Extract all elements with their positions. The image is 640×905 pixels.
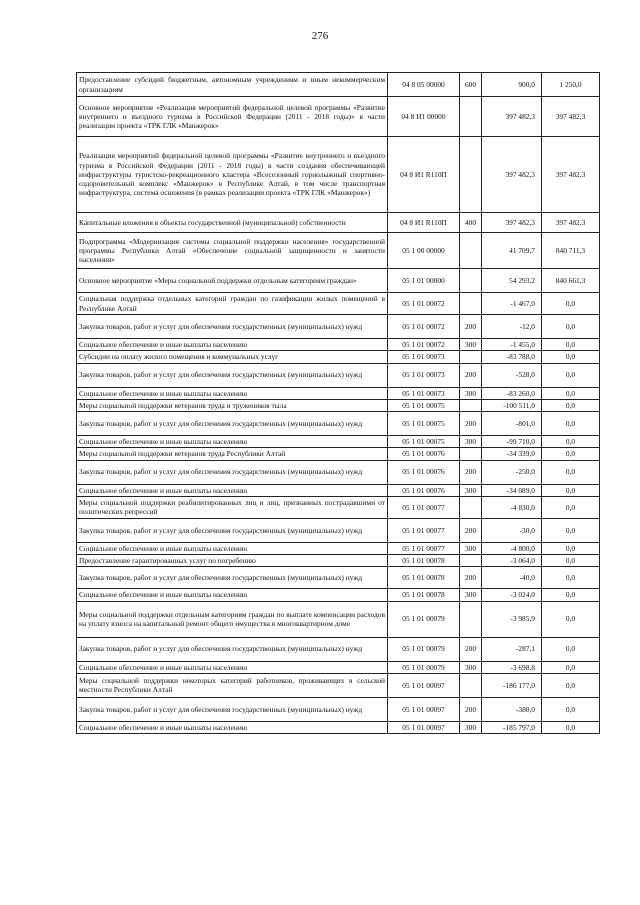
- row-expense-type-cell: 300: [460, 589, 482, 601]
- row-name-cell: Закупка товаров, работ и услуг для обеспечения государственных (муниципальных) нужд: [77, 518, 388, 542]
- row-code-cell: 04 8 И1 R110П: [388, 137, 460, 213]
- row-name-cell: Закупка товаров, работ и услуг для обеспечения государственных (муниципальных) нужд: [77, 460, 388, 484]
- row-code-cell: 05 1 01 00097: [388, 721, 460, 733]
- row-value-1-cell: -3 698,8: [482, 661, 542, 673]
- row-name-cell: Социальное обеспечение и иные выплаты населению: [77, 721, 388, 733]
- row-code-cell: 05 1 01 00077: [388, 496, 460, 518]
- row-value-1-cell: -1 455,0: [482, 339, 542, 351]
- table-row: [77, 137, 600, 213]
- table-row: [77, 412, 600, 436]
- row-value-2-cell: 0,0: [542, 436, 600, 448]
- row-value-2-cell: 840 661,3: [542, 269, 600, 293]
- row-value-1-cell: -40,0: [482, 567, 542, 589]
- row-value-2-cell: 0,0: [542, 555, 600, 567]
- row-name-cell: Социальное обеспечение и иные выплаты населению: [77, 339, 388, 351]
- row-code-cell: 05 1 01 00075: [388, 412, 460, 436]
- row-value-1-cell: -34 089,0: [482, 484, 542, 496]
- row-expense-type-cell: [460, 601, 482, 637]
- row-code-cell: 05 1 01 00072: [388, 315, 460, 339]
- row-expense-type-cell: 200: [460, 363, 482, 387]
- row-name-cell: Закупка товаров, работ и услуг для обеспечения государственных (муниципальных) нужд: [77, 412, 388, 436]
- row-value-2-cell: 0,0: [542, 399, 600, 411]
- row-code-cell: 04 8 05 00000: [388, 73, 460, 97]
- row-value-1-cell: -100 511,0: [482, 399, 542, 411]
- table-row: [77, 460, 600, 484]
- row-code-cell: 05 1 01 00078: [388, 567, 460, 589]
- row-code-cell: 05 1 01 00077: [388, 542, 460, 554]
- table-row: [77, 363, 600, 387]
- row-expense-type-cell: [460, 293, 482, 315]
- row-value-2-cell: 0,0: [542, 697, 600, 721]
- row-code-cell: 05 1 01 00076: [388, 484, 460, 496]
- row-expense-type-cell: 600: [460, 73, 482, 97]
- row-value-2-cell: 0,0: [542, 460, 600, 484]
- row-value-1-cell: -3 064,0: [482, 555, 542, 567]
- row-value-2-cell: 0,0: [542, 518, 600, 542]
- table-row: [77, 387, 600, 399]
- row-expense-type-cell: 300: [460, 661, 482, 673]
- row-value-2-cell: 0,0: [542, 315, 600, 339]
- row-value-2-cell: 0,0: [542, 567, 600, 589]
- row-value-2-cell: 0,0: [542, 293, 600, 315]
- row-expense-type-cell: 200: [460, 567, 482, 589]
- row-code-cell: 05 1 01 00075: [388, 399, 460, 411]
- row-name-cell: Социальное обеспечение и иные выплаты населению: [77, 589, 388, 601]
- row-value-2-cell: 397 482,3: [542, 213, 600, 233]
- row-value-1-cell: -1 467,0: [482, 293, 542, 315]
- row-value-1-cell: -380,0: [482, 697, 542, 721]
- row-value-1-cell: -186 177,0: [482, 673, 542, 697]
- row-name-cell: Основное мероприятие «Меры социальной поддержки отдельным категориям граждан»: [77, 269, 388, 293]
- row-value-1-cell: -801,0: [482, 412, 542, 436]
- row-value-1-cell: -4 800,0: [482, 542, 542, 554]
- row-expense-type-cell: 200: [460, 637, 482, 661]
- row-value-1-cell: -3 985,9: [482, 601, 542, 637]
- page-number: 276: [311, 30, 329, 42]
- row-code-cell: 05 1 01 00077: [388, 518, 460, 542]
- table-row: [77, 293, 600, 315]
- row-value-2-cell: 0,0: [542, 601, 600, 637]
- row-expense-type-cell: [460, 137, 482, 213]
- row-name-cell: Социальное обеспечение и иные выплаты населению: [77, 542, 388, 554]
- row-expense-type-cell: [460, 496, 482, 518]
- row-name-cell: Меры социальной поддержки отдельным категориям граждан по выплате компенсации расходов на уплату взноса на капитальный ремонт общего имущества в многоквартирном доме: [77, 601, 388, 637]
- row-name-cell: Реализация мероприятий федеральной целевой программы «Развитие внутреннего и въездного туризма в Российской Федерации (2011 - 2018 годы) в части создания обеспечивающей инфраструктуры туристско-рекреационного кластера «Всесезонный горнолыжный спортивно-оздоровительный комплекс «Манжерок» в Республике Алтай, в том числе транспортная инфраструктура, система оснежения (в рамках реализации проекта «ТРК ГЛК «Манжерок»): [77, 137, 388, 213]
- row-value-1-cell: 397 482,3: [482, 213, 542, 233]
- row-expense-type-cell: 300: [460, 436, 482, 448]
- table-row: [77, 269, 600, 293]
- table-row: [77, 436, 600, 448]
- row-value-2-cell: 0,0: [542, 673, 600, 697]
- table-row: [77, 233, 600, 269]
- table-row: [77, 213, 600, 233]
- table-row: [77, 601, 600, 637]
- row-value-2-cell: 0,0: [542, 484, 600, 496]
- budget-table: [76, 72, 600, 734]
- row-expense-type-cell: [460, 399, 482, 411]
- row-expense-type-cell: 300: [460, 542, 482, 554]
- row-value-2-cell: 0,0: [542, 721, 600, 733]
- row-value-2-cell: 0,0: [542, 387, 600, 399]
- row-code-cell: 05 1 01 00075: [388, 436, 460, 448]
- row-expense-type-cell: [460, 448, 482, 460]
- row-value-2-cell: 397 482,3: [542, 137, 600, 213]
- row-value-1-cell: -34 339,0: [482, 448, 542, 460]
- row-expense-type-cell: [460, 555, 482, 567]
- table-row: [77, 484, 600, 496]
- row-name-cell: Меры социальной поддержки некоторых категорий работников, проживающих в сельской местности Республики Алтай: [77, 673, 388, 697]
- row-name-cell: Социальное обеспечение и иные выплаты населению: [77, 436, 388, 448]
- row-expense-type-cell: 200: [460, 412, 482, 436]
- row-value-1-cell: -250,0: [482, 460, 542, 484]
- row-name-cell: Закупка товаров, работ и услуг для обеспечения государственных (муниципальных) нужд: [77, 363, 388, 387]
- table-row: [77, 73, 600, 97]
- row-name-cell: Основное мероприятие «Реализация мероприятий федеральной целевой программы «Развитие внутреннего и въездного туризма в Российской Федерации (2011 - 2018 годы)» в части реализации проекта «ТРК ГЛК «Манжерок»: [77, 97, 388, 137]
- row-value-2-cell: 397 482,3: [542, 97, 600, 137]
- row-code-cell: 05 1 01 00073: [388, 387, 460, 399]
- row-name-cell: Закупка товаров, работ и услуг для обеспечения государственных (муниципальных) нужд: [77, 697, 388, 721]
- row-expense-type-cell: 300: [460, 484, 482, 496]
- row-name-cell: Меры социальной поддержки ветеранов труда и тружеников тыла: [77, 399, 388, 411]
- row-value-2-cell: 0,0: [542, 542, 600, 554]
- row-value-2-cell: 0,0: [542, 363, 600, 387]
- table-row: [77, 567, 600, 589]
- row-value-2-cell: 0,0: [542, 637, 600, 661]
- row-expense-type-cell: 200: [460, 518, 482, 542]
- row-name-cell: Социальное обеспечение и иные выплаты населению: [77, 387, 388, 399]
- row-value-1-cell: -3 024,0: [482, 589, 542, 601]
- row-value-2-cell: 0,0: [542, 448, 600, 460]
- table-row: [77, 351, 600, 363]
- table-row: [77, 518, 600, 542]
- table-row: [77, 339, 600, 351]
- row-value-1-cell: -12,0: [482, 315, 542, 339]
- row-expense-type-cell: 200: [460, 697, 482, 721]
- row-name-cell: Меры социальной поддержки реабилитированных лиц и лиц, признанных пострадавшими от политических репрессий: [77, 496, 388, 518]
- row-code-cell: 05 1 01 00076: [388, 448, 460, 460]
- row-name-cell: Социальная поддержка отдельных категорий граждан по газификации жилых помещений в Республике Алтай: [77, 293, 388, 315]
- row-name-cell: Закупка товаров, работ и услуг для обеспечения государственных (муниципальных) нужд: [77, 315, 388, 339]
- row-code-cell: 05 1 00 00000: [388, 233, 460, 269]
- row-code-cell: 05 1 01 00079: [388, 601, 460, 637]
- table-row: [77, 448, 600, 460]
- row-code-cell: 04 8 И1 R110П: [388, 213, 460, 233]
- table-row: [77, 697, 600, 721]
- row-value-1-cell: -30,0: [482, 518, 542, 542]
- row-code-cell: 05 1 01 00072: [388, 293, 460, 315]
- row-expense-type-cell: 400: [460, 213, 482, 233]
- row-name-cell: Закупка товаров, работ и услуг для обеспечения государственных (муниципальных) нужд: [77, 637, 388, 661]
- row-expense-type-cell: 200: [460, 315, 482, 339]
- row-value-1-cell: 54 293,2: [482, 269, 542, 293]
- row-name-cell: Капитальные вложения в объекты государственной (муниципальной) собственности: [77, 213, 388, 233]
- row-value-1-cell: -83 788,0: [482, 351, 542, 363]
- row-name-cell: Социальное обеспечение и иные выплаты населению: [77, 661, 388, 673]
- budget-table-body: [77, 73, 600, 734]
- row-value-2-cell: 840 711,3: [542, 233, 600, 269]
- row-expense-type-cell: 300: [460, 339, 482, 351]
- row-value-1-cell: -83 260,0: [482, 387, 542, 399]
- row-name-cell: Закупка товаров, работ и услуг для обеспечения государственных (муниципальных) нужд: [77, 567, 388, 589]
- table-row: [77, 496, 600, 518]
- row-expense-type-cell: 300: [460, 721, 482, 733]
- row-expense-type-cell: [460, 233, 482, 269]
- row-value-2-cell: 0,0: [542, 589, 600, 601]
- row-name-cell: Субсидии на оплату жилого помещения и коммунальных услуг: [77, 351, 388, 363]
- table-row: [77, 661, 600, 673]
- table-row: [77, 673, 600, 697]
- row-value-2-cell: 0,0: [542, 339, 600, 351]
- row-expense-type-cell: [460, 97, 482, 137]
- row-code-cell: 05 1 01 00097: [388, 673, 460, 697]
- table-row: [77, 542, 600, 554]
- row-name-cell: Меры социальной поддержки ветеранов труда Республики Алтай: [77, 448, 388, 460]
- row-code-cell: 05 1 01 00078: [388, 589, 460, 601]
- row-code-cell: 05 1 01 00076: [388, 460, 460, 484]
- row-code-cell: 05 1 01 00078: [388, 555, 460, 567]
- row-value-2-cell: 1 250,0: [542, 73, 600, 97]
- row-value-1-cell: -287,1: [482, 637, 542, 661]
- row-value-1-cell: -185 797,0: [482, 721, 542, 733]
- row-expense-type-cell: 300: [460, 387, 482, 399]
- table-row: [77, 637, 600, 661]
- row-code-cell: 05 1 01 00073: [388, 363, 460, 387]
- table-row: [77, 315, 600, 339]
- row-value-2-cell: 0,0: [542, 496, 600, 518]
- row-value-1-cell: -99 710,0: [482, 436, 542, 448]
- row-value-1-cell: -528,0: [482, 363, 542, 387]
- row-value-1-cell: -4 830,0: [482, 496, 542, 518]
- row-value-1-cell: 397 482,3: [482, 97, 542, 137]
- row-code-cell: 05 1 01 00079: [388, 637, 460, 661]
- row-code-cell: 05 1 01 00079: [388, 661, 460, 673]
- row-code-cell: 05 1 01 00097: [388, 697, 460, 721]
- table-row: [77, 721, 600, 733]
- row-value-1-cell: 41 709,7: [482, 233, 542, 269]
- row-expense-type-cell: [460, 269, 482, 293]
- row-name-cell: Социальное обеспечение и иные выплаты населению: [77, 484, 388, 496]
- row-expense-type-cell: [460, 673, 482, 697]
- table-row: [77, 555, 600, 567]
- row-expense-type-cell: [460, 351, 482, 363]
- row-value-1-cell: 900,0: [482, 73, 542, 97]
- row-code-cell: 04 8 И1 00000: [388, 97, 460, 137]
- row-value-2-cell: 0,0: [542, 412, 600, 436]
- table-row: [77, 399, 600, 411]
- row-expense-type-cell: 200: [460, 460, 482, 484]
- row-code-cell: 05 1 01 00000: [388, 269, 460, 293]
- table-row: [77, 97, 600, 137]
- row-value-2-cell: 0,0: [542, 351, 600, 363]
- table-row: [77, 589, 600, 601]
- row-name-cell: Подпрограмма «Модернизация системы социальной поддержки населения» государственной программы Республики Алтай «Обеспечение социальной защищенности и занятости населения»: [77, 233, 388, 269]
- row-value-1-cell: 397 482,3: [482, 137, 542, 213]
- row-code-cell: 05 1 01 00073: [388, 351, 460, 363]
- row-code-cell: 05 1 01 00072: [388, 339, 460, 351]
- row-name-cell: Предоставление субсидий бюджетным, автономным учреждениям и иным некоммерческим организациям: [77, 73, 388, 97]
- row-name-cell: Предоставление гарантированных услуг по погребению: [77, 555, 388, 567]
- row-value-2-cell: 0,0: [542, 661, 600, 673]
